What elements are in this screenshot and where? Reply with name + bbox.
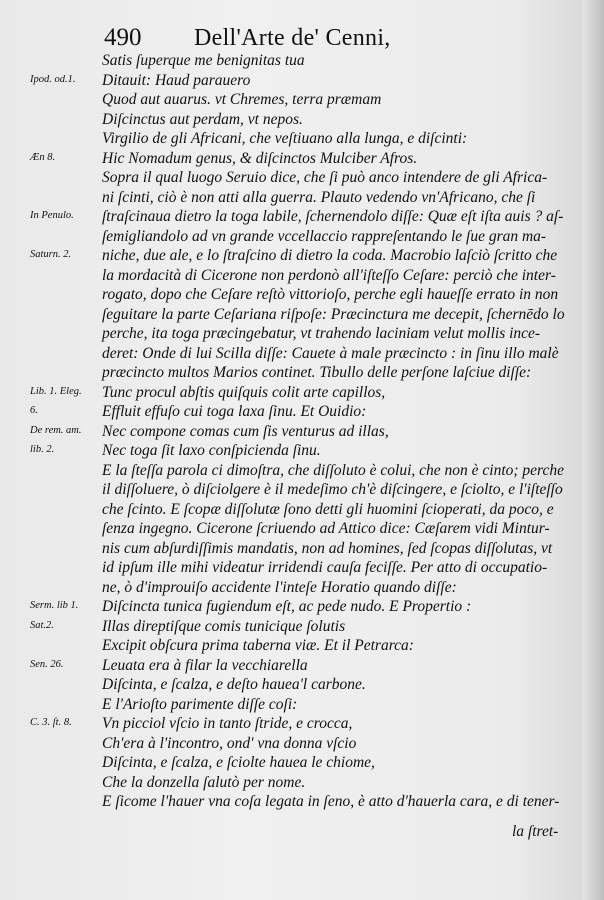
- text-line: Illas direptiſque comis tunicique ſolutis: [102, 617, 346, 635]
- text-line: Quod aut auarus. vt Chremes, terra præmam: [102, 91, 382, 108]
- text-row: [0, 714, 604, 734]
- text-line: deret: Onde di lui Scilla diſſe: Cauete à male præcincto : in ſinu illo malè: [102, 344, 559, 362]
- margin-note: Æn 8.: [30, 151, 56, 163]
- text-row: [0, 597, 604, 617]
- text-line: Nec toga ſit laxo conſpicienda ſinu.: [102, 442, 321, 459]
- margin-note: Ipod. od.1.: [30, 73, 76, 85]
- text-line: ſeguitare la parte Ceſariana riſpoſe: Præcinctura me decepit, ſchernēdo lo: [102, 305, 565, 323]
- text-line: ne, ò d'improuiſo accidente l'inteſe Horatio quando diſſe:: [102, 578, 457, 596]
- text-row: [0, 773, 604, 793]
- text-row: [0, 227, 604, 247]
- text-line: id ipſum ille mihi videatur irridendi cauſa feciſſe. Per atto di occupatio-: [102, 559, 548, 576]
- text-row: [0, 675, 604, 695]
- text-row: [0, 753, 604, 773]
- text-row: [0, 324, 604, 344]
- text-line: perche, ita toga præcingebatur, vt trahendo laciniam velut mollis ince-: [102, 325, 541, 342]
- text-row: [0, 129, 604, 149]
- text-line: ſtraſcinaua dietro la toga labile, ſchernendolo diſſe: Quæ eſt iſta auis ? aſ-: [102, 208, 564, 225]
- margin-note: 6.: [30, 405, 38, 416]
- text-row: [0, 539, 604, 559]
- text-row: [0, 636, 604, 656]
- text-row: [0, 734, 604, 754]
- text-row: [0, 383, 604, 403]
- margin-note: C. 3. ſt. 8.: [30, 717, 72, 728]
- text-line: Leuata era à filar la vecchiarella: [102, 656, 308, 674]
- text-row: [0, 285, 604, 305]
- text-row: [0, 188, 604, 208]
- running-title: Dell'Arte de' Cenni,: [194, 25, 391, 51]
- text-row: [0, 656, 604, 676]
- text-row: [0, 402, 604, 422]
- margin-note: Saturn. 2.: [30, 249, 72, 260]
- text-line: Excipit obſcura prima taberna viæ. Et il Petrarca:: [102, 637, 414, 654]
- text-line: Effluit effuſo cui toga laxa ſinu. Et Ouidio:: [102, 403, 367, 420]
- text-row: [0, 168, 604, 188]
- text-line: che ſcinto. E ſcopæ diſſolutæ ſono detti gli huomini ſcioperati, da poco, e: [102, 500, 554, 518]
- text-row: [0, 578, 604, 598]
- text-row: [0, 500, 604, 520]
- text-row: [0, 246, 604, 266]
- text-line: la mordacità di Cicerone non perdonò all'iſteſſo Ceſare: perciò che inter-: [102, 266, 556, 284]
- text-line: ſenza ingegno. Cicerone ſcriuendo ad Attico dice: Cæſarem vidi Mintur-: [102, 520, 550, 537]
- text-line: Virgilio de gli Africani, che veſtiuano alla lunga, e diſcinti:: [102, 130, 468, 147]
- text-line: Diſcincta tunica fugiendum eſt, ac pede nudo. E Propertio :: [102, 598, 472, 615]
- text-row: [0, 207, 604, 227]
- text-line: præcincto multos Marios continet. Tibullo delle perſone laſciue diſſe:: [102, 364, 532, 381]
- margin-note: De rem. am.: [30, 424, 82, 436]
- text-line: Ditauit: Haud parauero: [102, 71, 251, 89]
- text-row: [0, 305, 604, 325]
- text-row: [0, 363, 604, 383]
- text-line: Diſcinta, e ſcalza, e deſto hauea'l carbone.: [102, 676, 366, 693]
- text-row: [0, 90, 604, 110]
- text-row: [0, 266, 604, 286]
- text-row: [0, 344, 604, 364]
- catchword: la ſtret-: [512, 823, 559, 840]
- text-row: [0, 617, 604, 637]
- text-row: [0, 422, 604, 442]
- text-line: ni ſcinti, ciò è non atti alla guerra. Plauto vedendo vn'Africano, che ſi: [102, 188, 536, 206]
- text-line: il diſſoluere, ò diſciolgere è il medeſimo ch'è diſcingere, e ſciolto, e l'iſteſſo: [102, 481, 563, 498]
- margin-note: Serm. lib 1.: [30, 600, 79, 611]
- text-row: [0, 51, 604, 71]
- margin-note: In Penulo.: [30, 210, 74, 221]
- text-row: [0, 110, 604, 130]
- text-line: Diſcinta, e ſcalza, e ſciolte hauea le chiome,: [102, 754, 375, 771]
- text-line: Tunc procul abſtis quiſquis colit arte capillos,: [102, 383, 386, 401]
- text-line: rogato, dopo che Ceſare reſtò vittorioſo, perche egli haueſſe errato in non: [102, 286, 559, 303]
- catchword-row: [0, 822, 604, 842]
- text-row: [0, 480, 604, 500]
- margin-note: Lib. 1. Eleg.: [30, 385, 82, 397]
- text-line: nis cum abſurdiſſimis mandatis, non ad homines, ſed ſcopas diſſolutas, vt: [102, 539, 553, 557]
- page-number: 490: [104, 24, 142, 51]
- text-line: Satis ſuperque me benignitas tua: [102, 52, 305, 69]
- margin-note: lib. 2.: [30, 444, 55, 455]
- text-line: Vn picciol vſcio in tanto ſtride, e crocca,: [102, 715, 353, 732]
- text-row: [0, 441, 604, 461]
- text-line: niche, due ale, e lo ſtraſcino di dietro la coda. Macrobio laſciò ſcritto che: [102, 247, 558, 264]
- margin-note: Sat.2.: [30, 619, 54, 631]
- text-line: Nec compone comas cum ſis venturus ad illas,: [102, 422, 389, 440]
- text-line: ſemigliandolo ad vn grande vccellaccio rappreſentando le ſue gran ma-: [102, 227, 547, 245]
- text-row: [0, 792, 604, 812]
- text-line: Che la donzella ſalutò per nome.: [102, 773, 306, 791]
- text-row: [0, 519, 604, 539]
- text-line: E l'Arioſto parimente diſſe coſi:: [102, 695, 298, 713]
- margin-note: Sen. 26.: [30, 658, 64, 670]
- text-line: Ch'era à l'incontro, ond' vna donna vſcio: [102, 734, 357, 752]
- text-line: E ſicome l'hauer vna coſa legata in ſeno, è atto d'hauerla cara, e di tener-: [102, 793, 560, 810]
- text-row: [0, 149, 604, 169]
- text-row: [0, 558, 604, 578]
- text-line: Sopra il qual luogo Seruio dice, che ſi può anco intendere de gli Africa-: [102, 169, 548, 186]
- text-line: E la ſteſſa parola ci dimoſtra, che diſſoluto è colui, che non è cinto; perche: [102, 461, 565, 479]
- text-line: Diſcinctus aut perdam, vt nepos.: [102, 110, 303, 128]
- text-row: [0, 71, 604, 91]
- text-row: [0, 461, 604, 481]
- text-row: [0, 695, 604, 715]
- text-line: Hic Nomadum genus, & diſcinctos Mulciber Afros.: [102, 149, 418, 167]
